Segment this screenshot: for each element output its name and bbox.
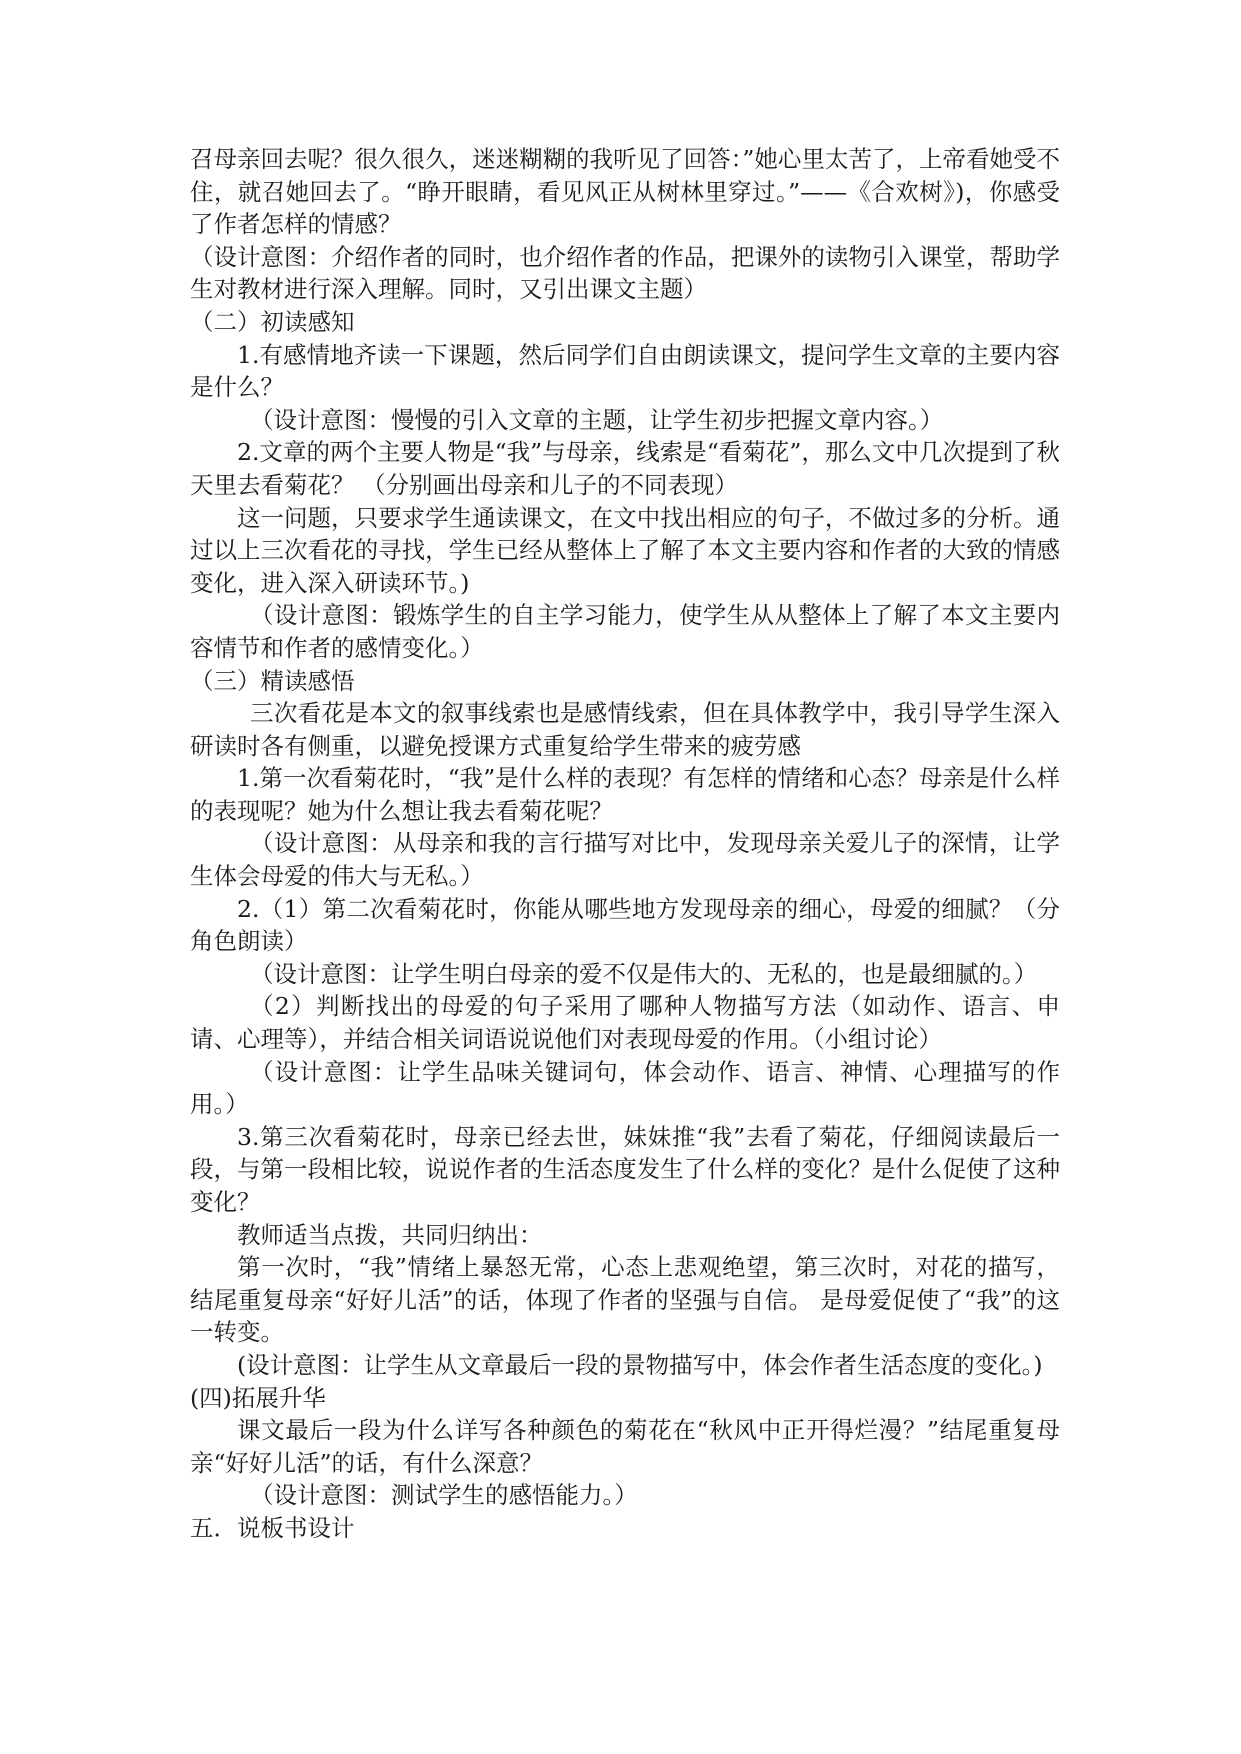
document-body xyxy=(190,143,1060,1545)
paragraph-question-hehuanshu: 召母亲回去呢？很久很久，迷迷糊糊的我听见了回答：”她心里太苦了，上帝看她受不住，就召她回去了。“睁开眼睛，看见风正从树林里穿过。”——《合欢树》)，你感受了作者怎样的情感？ xyxy=(190,145,1060,239)
paragraph-intro-3: 三次看花是本文的叙事线索也是感情线索，但在具体教学中，我引导学生深入研读时各有侧重，以避免授课方式重复给学生带来的疲劳感 xyxy=(190,699,1060,760)
section-heading-5: 五．说板书设计 xyxy=(190,1513,355,1542)
paragraph-item-1: 1.有感情地齐读一下课题，然后同学们自由朗读课文，提问学生文章的主要内容是什么？ xyxy=(190,340,1060,402)
paragraph-design-intent-6: （设计意图：让学生品味关键词句，体会动作、语言、神情、心理描写的作用。） xyxy=(190,1057,1060,1119)
paragraph-design-intent-5: （设计意图：让学生明白母亲的爱不仅是伟大的、无私的，也是最细腻的。） xyxy=(250,959,1038,988)
paragraph-item-3-3: 3.第三次看菊花时，母亲已经去世，妹妹推“我”去看了菊花，仔细阅读最后一段，与第一段相比较，说说作者的生活态度发生了什么样的变化？是什么促使了这种变化？ xyxy=(190,1122,1060,1216)
paragraph-item-3-2: 2.（1）第二次看菊花时，你能从哪些地方发现母亲的细心，母爱的细腻？（分角色朗读） xyxy=(190,894,1060,956)
paragraph-design-intent-4: （设计意图：从母亲和我的言行描写对比中，发现母亲关爱儿子的深情，让学生体会母爱的伟大与无私。） xyxy=(190,829,1060,891)
section-heading-3: （三）精读感悟 xyxy=(190,666,355,695)
section-heading-4: (四)拓展升华 xyxy=(190,1383,326,1412)
paragraph-item-2: 2.文章的两个主要人物是“我”与母亲，线索是“看菊花”，那么文中几次提到了秋天里去看菊花？ （分别画出母亲和儿子的不同表现） xyxy=(190,438,1060,499)
section-heading-2: （二）初读感知 xyxy=(190,307,355,336)
paragraph-teacher-guide: 教师适当点拨，共同归纳出： xyxy=(237,1220,543,1249)
paragraph-item-3-2-2: （2）判断找出的母爱的句子采用了哪种人物描写方法（如动作、语言、申请、心理等），并结合相关词语说说他们对表现母爱的作用。（小组讨论） xyxy=(190,992,1060,1054)
paragraph-explanation: 这一问题，只要求学生通读课文，在文中找出相应的句子，不做过多的分析。通过以上三次看花的寻找，学生已经从整体上了解了本文主要内容和作者的大致的情感变化，进入深入研读环节。) xyxy=(190,503,1060,597)
paragraph-summary: 第一次时，“我”情绪上暴怒无常，心态上悲观绝望，第三次时，对花的描写， 结尾重复母亲“好好儿活”的话，体现了作者的坚强与自信。 是母爱促使了“我”的这一转变。 xyxy=(190,1253,1060,1347)
paragraph-design-intent-7: (设计意图：让学生从文章最后一段的景物描写中，体会作者生活态度的变化。) xyxy=(237,1350,1043,1379)
paragraph-design-intent-1: （设计意图：介绍作者的同时，也介绍作者的作品，把课外的读物引入课堂，帮助学生对教材进行深入理解。同时，又引出课文主题） xyxy=(190,242,1060,304)
paragraph-extension: 课文最后一段为什么详写各种颜色的菊花在“秋风中正开得烂漫？”结尾重复母亲“好好儿活”的话，有什么深意？ xyxy=(190,1416,1060,1477)
paragraph-design-intent-3: （设计意图：锻炼学生的自主学习能力，使学生从从整体上了解了本文主要内容情节和作者的感情变化。） xyxy=(190,601,1060,662)
paragraph-design-intent-2: （设计意图：慢慢的引入文章的主题，让学生初步把握文章内容。） xyxy=(250,405,944,434)
paragraph-item-3-1: 1.第一次看菊花时，“我”是什么样的表现？有怎样的情绪和心态？母亲是什么样的表现呢？她为什么想让我去看菊花呢？ xyxy=(190,764,1060,825)
paragraph-design-intent-8: （设计意图：测试学生的感悟能力。） xyxy=(250,1481,638,1510)
